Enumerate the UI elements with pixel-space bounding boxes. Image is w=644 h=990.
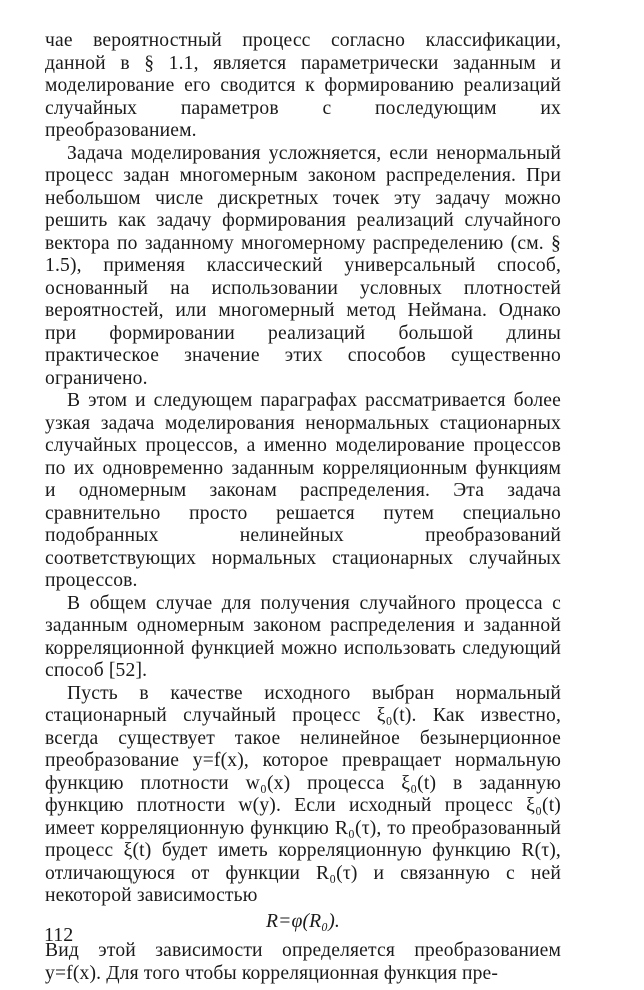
paragraph-1: чае вероятностный процесс согласно классификации, данной в § 1.1, является параметрически заданным и моделирование его сводится к формированию реализаций случайных параметров с последующим их преобразованием. [45,30,561,141]
page-number: 112 [44,924,74,946]
page-body [45,30,561,985]
paragraph-5: Пусть в качестве исходного выбран нормальный стационарный случайный процесс ξ₀(t). Как известно, всегда существует такое нелинейное безынерционное преобразование y=f(x), которое превращает нормальную функцию плотности w₀(x) процесса ξ₀(t) в заданную функцию плотности w(y). Если исходный процесс ξ₀(t) имеет корреляционную функцию R₀(τ), то преобразованный процесс ξ(t) будет иметь корреляционную функцию R(τ), отличающуюся от функции R₀(τ) и связанную с ней некоторой зависимостью [45,682,561,906]
paragraph-3: В этом и следующем параграфах рассматривается более узкая задача моделирования ненормальных стационарных случайных процессов, а именно моделирование процессов по их одновременно заданным корреляционным функциям и одномерным законам распределения. Эта задача сравнительно просто решается путем специально подобранных нелинейных преобразований соответствующих нормальных стационарных случайных процессов. [45,390,561,591]
paragraph-2: Задача моделирования усложняется, если ненормальный процесс задан многомерным законом распределения. При небольшом числе дискретных точек эту задачу можно решить как задачу формирования реализаций случайного вектора по заданному многомерному распределению (см. § 1.5), применяя классический универсальный способ, основанный на использовании условных плотностей вероятностей, или многомерный метод Неймана. Однако при формировании реализаций большой длины практическое значение этих способов существенно ограничено. [45,142,561,389]
paragraph-4: В общем случае для получения случайного процесса с заданным одномерным законом распределения и заданной корреляционной функцией можно использовать следующий способ [52]. [45,592,561,681]
closing-paragraph: Вид этой зависимости определяется преобразованием y=f(x). Для того чтобы корреляционная функция пре- [45,940,561,984]
formula: R=φ(R₀). [266,910,340,932]
